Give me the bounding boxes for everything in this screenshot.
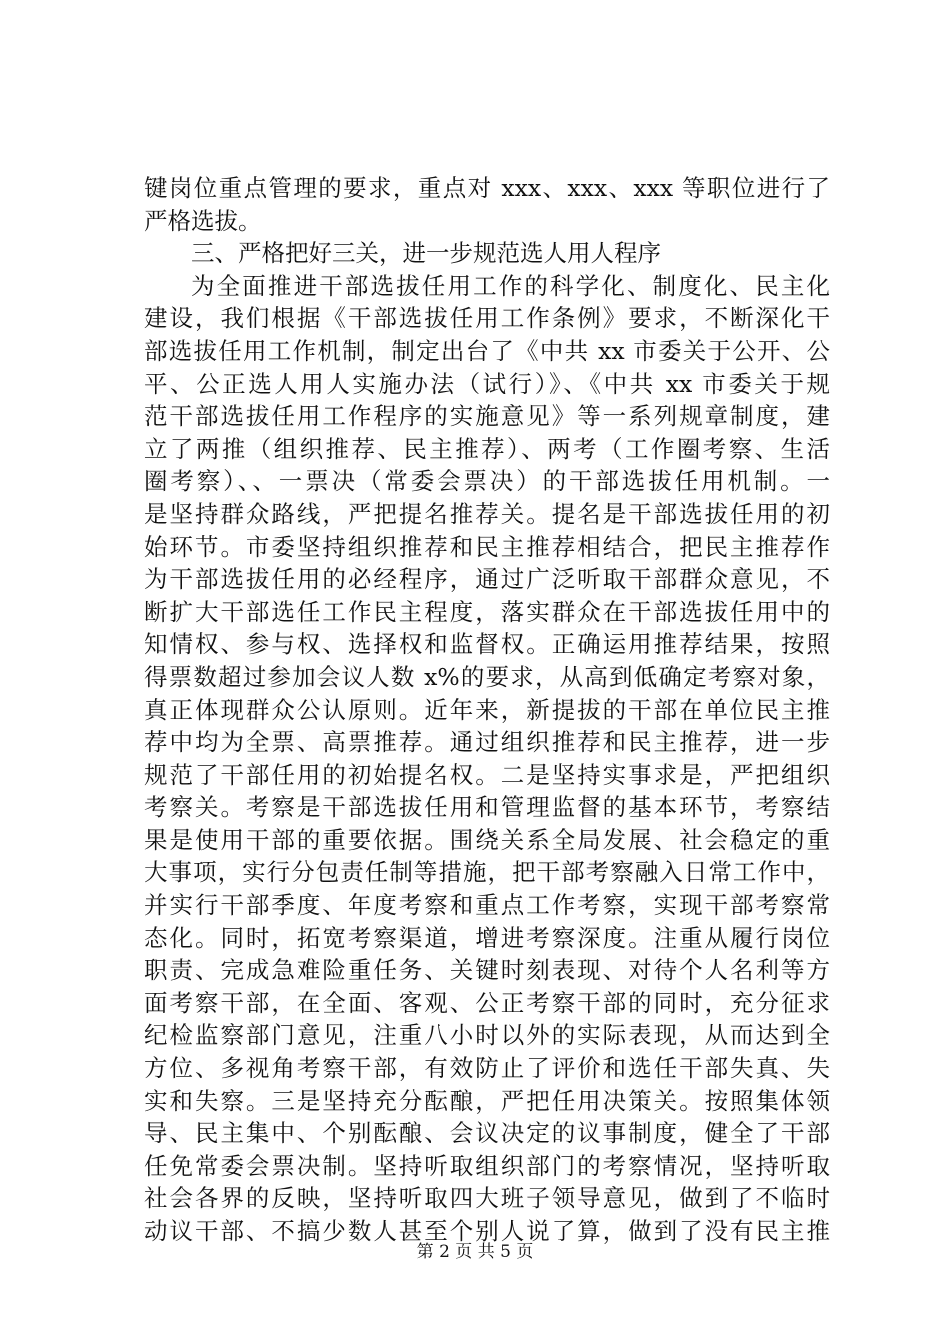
text-line: 立了两推（组织推荐、民主推荐）、两考（工作圈考察、生活 — [144, 434, 830, 463]
text-line: 为全面推进干部选拔任用工作的科学化、制度化、民主化 — [191, 271, 830, 300]
text-line: 面考察干部，在全面、客观、公正考察干部的同时，充分征求 — [144, 988, 830, 1017]
text-line: 断扩大干部选任工作民主程度，落实群众在干部选拔任用中的 — [144, 597, 830, 626]
text-line: 真正体现群众公认原则。近年来，新提拔的干部在单位民主推 — [144, 695, 830, 724]
text-line: 考察关。考察是干部选拔任用和管理监督的基本环节，考察结 — [144, 793, 830, 822]
text-line: 为干部选拔任用的必经程序，通过广泛听取干部群众意见，不 — [144, 565, 830, 594]
text-line: 实和失察。三是坚持充分酝酿，严把任用决策关。按照集体领 — [144, 1086, 830, 1115]
text-line: 始环节。市委坚持组织推荐和民主推荐相结合，把民主推荐作 — [144, 532, 830, 561]
text-line: 态化。同时，拓宽考察渠道，增进考察深度。注重从履行岗位 — [144, 923, 830, 952]
text-line: 社会各界的反映，坚持听取四大班子领导意见，做到了不临时 — [144, 1184, 830, 1213]
text-line: 圈考察）、、一票决（常委会票决）的干部选拔任用机制。一 — [144, 467, 830, 496]
text-line: 是坚持群众路线，严把提名推荐关。提名是干部选拔任用的初 — [144, 499, 830, 528]
text-line: 得票数超过参加会议人数 x%的要求，从高到低确定考察对象， — [144, 662, 830, 691]
text-line: 纪检监察部门意见，注重八小时以外的实际表现，从而达到全 — [144, 1021, 830, 1050]
text-line: 键岗位重点管理的要求，重点对 xxx、xxx、xxx 等职位进行了 — [144, 174, 830, 202]
text-line: 导、民主集中、个别酝酿、会议决定的议事制度，健全了干部 — [144, 1119, 830, 1148]
text-line: 果是使用干部的重要依据。围绕关系全局发展、社会稳定的重 — [144, 825, 830, 854]
text-line: 并实行干部季度、年度考察和重点工作考察，实现干部考察常 — [144, 891, 830, 920]
document-body — [144, 172, 830, 1248]
text-line: 建设，我们根据《干部选拔任用工作条例》要求，不断深化干 — [144, 304, 830, 333]
text-line: 方位、多视角考察干部，有效防止了评价和选任干部失真、失 — [144, 1054, 830, 1083]
text-line: 严格选拔。 — [144, 206, 262, 235]
text-line: 范干部选拔任用工作程序的实施意见》等一系列规章制度，建 — [144, 402, 830, 431]
text-line: 规范了干部任用的初始提名权。二是坚持实事求是，严把组织 — [144, 760, 830, 789]
page-number-label: 第 2 页 共 5 页 — [416, 1242, 534, 1262]
text-line: 荐中均为全票、高票推荐。通过组织推荐和民主推荐，进一步 — [144, 728, 830, 757]
text-line: 大事项，实行分包责任制等措施，把干部考察融入日常工作中， — [144, 858, 830, 887]
text-line: 部选拔任用工作机制，制定出台了《中共 xx 市委关于公开、公 — [144, 336, 830, 365]
text-line: 动议干部、不搞少数人甚至个别人说了算，做到了没有民主推 — [144, 1217, 830, 1245]
text-line: 职责、完成急难险重任务、关键时刻表现、对待个人名利等方 — [144, 956, 830, 985]
text-line: 知情权、参与权、选择权和监督权。正确运用推荐结果，按照 — [144, 630, 830, 659]
text-line: 任免常委会票决制。坚持听取组织部门的考察情况，坚持听取 — [144, 1151, 830, 1180]
text-line: 平、公正选人用人实施办法（试行）》、《中共 xx 市委关于规 — [144, 369, 830, 398]
section-heading: 三、严格把好三关，进一步规范选人用人程序 — [191, 239, 661, 268]
page-footer — [0, 1240, 950, 1264]
